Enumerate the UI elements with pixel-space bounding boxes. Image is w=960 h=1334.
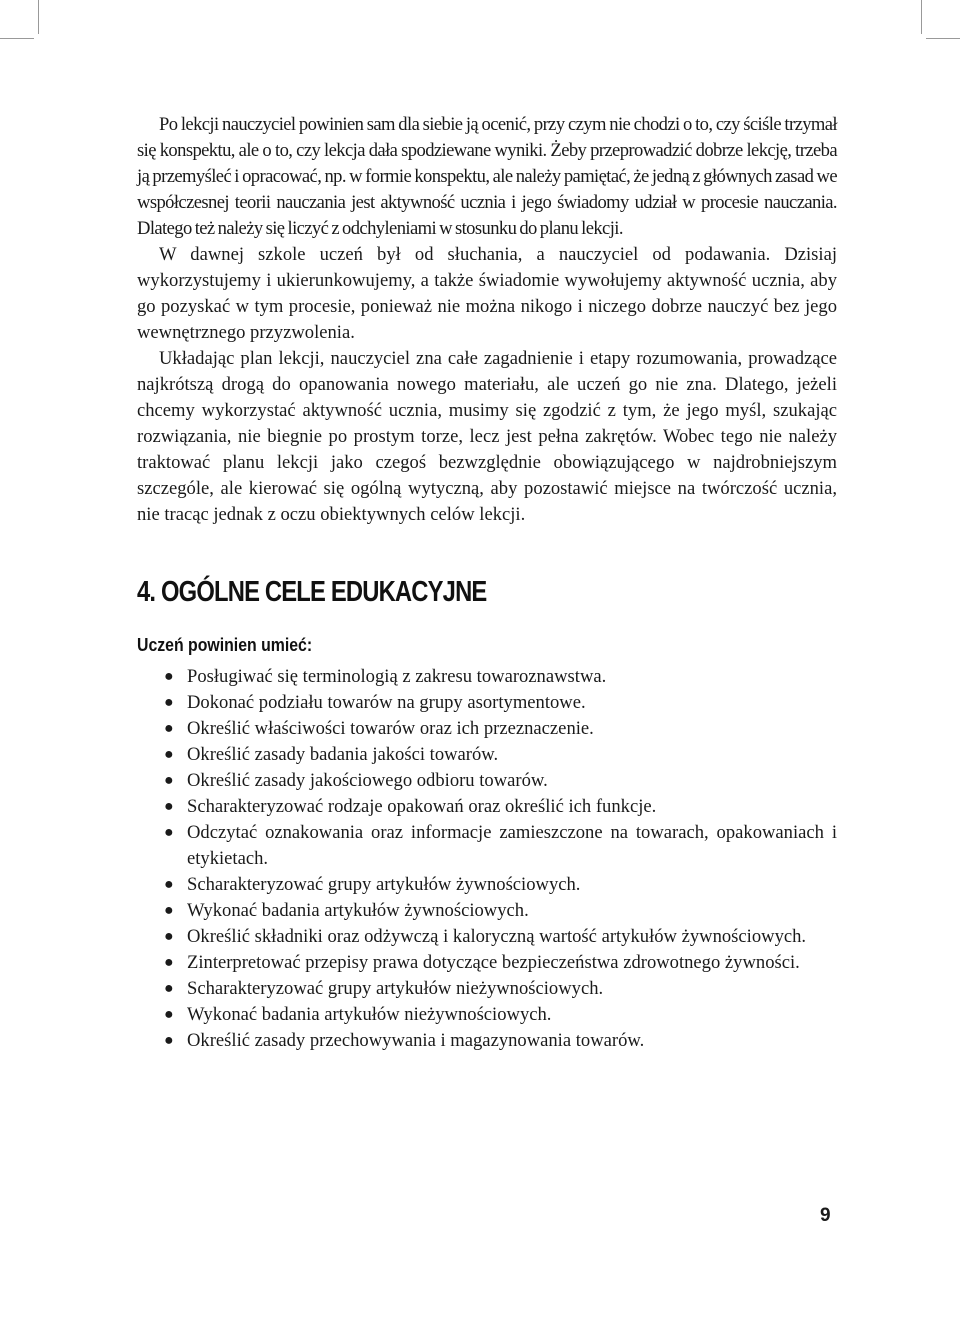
goal-text: Określić zasady przechowywania i magazynowania towarów. [187, 1030, 645, 1051]
bullet-icon: ● [164, 902, 174, 919]
bullet-icon: ● [164, 824, 174, 841]
goal-item [137, 664, 837, 690]
goal-item [137, 924, 837, 950]
goal-item [137, 1028, 837, 1054]
bullet-icon: ● [164, 954, 174, 971]
bullet-icon: ● [164, 746, 174, 763]
bullet-icon: ● [164, 720, 174, 737]
page-number: 9 [820, 1205, 831, 1226]
crop-mark-right-h [926, 38, 960, 39]
page-body [137, 112, 837, 1054]
goal-item [137, 690, 837, 716]
goal-text: Określić właściwości towarów oraz ich przeznaczenie. [187, 718, 594, 739]
goal-text: Odczytać oznakowania oraz informacje zamieszczone na towarach, opakowaniach i etykietach. [187, 822, 837, 869]
goal-item [137, 716, 837, 742]
goal-text: Posługiwać się terminologią z zakresu towaroznawstwa. [187, 666, 607, 687]
goal-text: Scharakteryzować grupy artykułów żywnościowych. [187, 874, 581, 895]
paragraph-1: Po lekcji nauczyciel powinien sam dla siebie ją ocenić, przy czym nie chodzi o to, czy ściśle trzymał się konspektu, ale o to, czy lekcja dała spodziewane wyniki. Żeby przeprowadzić dobrze lekcję, trzeba ją przemyśleć i opracować, np. w formie konspektu, ale należy pamiętać, że jedną z głównych zasad we współczesnej teorii nauczania jest aktywność ucznia i jego świadomy udział w procesie nauczania. Dlatego też należy się liczyć z odchyleniami w stosunku do planu lekcji. [137, 114, 837, 239]
goal-text: Określić składniki oraz odżywczą i kaloryczną wartość artykułów żywnościowych. [187, 926, 807, 947]
crop-mark-right [921, 0, 922, 34]
bullet-icon: ● [164, 772, 174, 789]
goals-subheading: Uczeń powinien umieć: [137, 635, 313, 655]
paragraph-3: Układając plan lekcji, nauczyciel zna całe zagadnienie i etapy rozumowania, prowadzące najkrótszą drogą do opanowania nowego materiału, ale uczeń go nie zna. Dlatego, jeżeli chcemy wykorzystać aktywność ucznia, musimy się zgodzić z tym, że jego myśl, szukając rozwiązania, nie biegnie po prostym torze, lecz jest pełna zakrętów. Wobec tego nie należy traktować planu lekcji jako czegoś bezwzględnie obowiązującego w najdrobniejszym szczególe, ale kierować się ogólną wytyczną, aby pozostawić miejsce na twórczość ucznia, nie tracąc jednak z oczu obiektywnych celów lekcji. [137, 348, 837, 525]
goal-item [137, 1002, 837, 1028]
goal-item [137, 976, 837, 1002]
goal-item [137, 742, 837, 768]
goal-item [137, 794, 837, 820]
bullet-icon: ● [164, 1006, 174, 1023]
bullet-icon: ● [164, 928, 174, 945]
bullet-icon: ● [164, 1032, 174, 1049]
goal-text: Scharakteryzować grupy artykułów nieżywnościowych. [187, 978, 604, 999]
goal-item [137, 898, 837, 924]
goals-list [137, 664, 837, 1054]
goal-item [137, 768, 837, 794]
goal-text: Dokonać podziału towarów na grupy asortymentowe. [187, 692, 586, 713]
crop-mark-left-h [0, 38, 34, 39]
goal-text: Określić zasady jakościowego odbioru towarów. [187, 770, 548, 791]
bullet-icon: ● [164, 694, 174, 711]
goal-item [137, 820, 837, 872]
goal-text: Zinterpretować przepisy prawa dotyczące bezpieczeństwa zdrowotnego żywności. [187, 952, 800, 973]
goal-item [137, 872, 837, 898]
bullet-icon: ● [164, 668, 174, 685]
goal-text: Wykonać badania artykułów żywnościowych. [187, 900, 529, 921]
goal-text: Określić zasady badania jakości towarów. [187, 744, 499, 765]
bullet-icon: ● [164, 798, 174, 815]
paragraph-2: W dawnej szkole uczeń był od słuchania, a nauczyciel od podawania. Dzisiaj wykorzystujemy i ukierunkowujemy, a także świadomie wywołujemy aktywność ucznia, aby go pozyskać w tym procesie, ponieważ nie można nikogo i niczego dobrze nauczyć bez jego wewnętrznego przyzwolenia. [137, 244, 837, 343]
goal-text: Wykonać badania artykułów nieżywnościowych. [187, 1004, 552, 1025]
goal-text: Scharakteryzować rodzaje opakowań oraz określić ich funkcje. [187, 796, 657, 817]
bullet-icon: ● [164, 876, 174, 893]
section-title: 4. OGÓLNE CELE EDUKACYJNE [137, 576, 487, 608]
goal-item [137, 950, 837, 976]
bullet-icon: ● [164, 980, 174, 997]
crop-mark-left [38, 0, 39, 34]
